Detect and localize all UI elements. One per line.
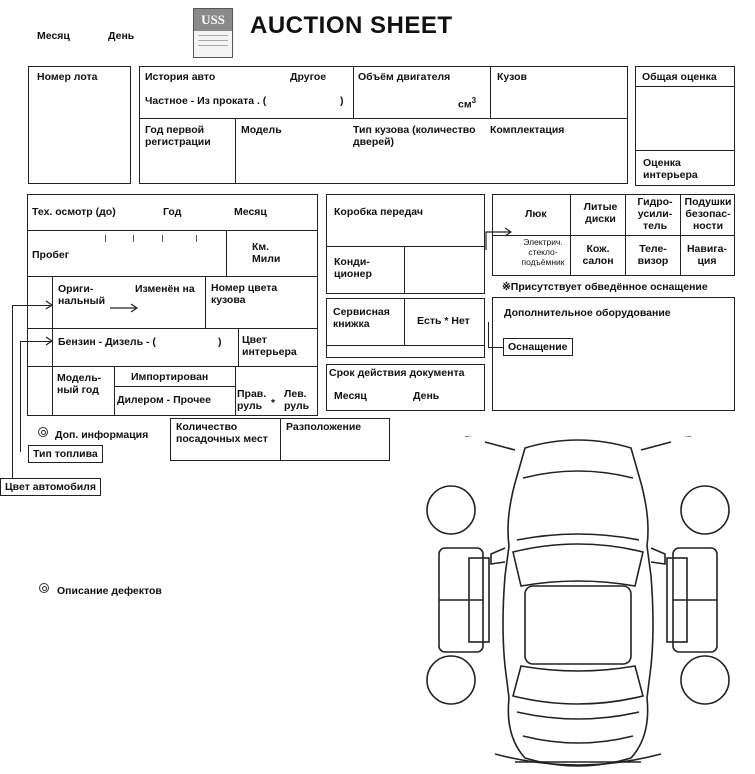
wheel-asterisk: * (271, 397, 276, 409)
additional-label: Дополнительное оборудование (504, 307, 671, 319)
car-history-label: История авто (145, 71, 216, 83)
trim-label: Комплектация (490, 124, 565, 136)
cm3-label: $см^3$ (458, 96, 477, 111)
page-title: AUCTION SHEET (250, 12, 453, 39)
power-steering-label: Гидро- усили- тель (637, 196, 673, 232)
seats-label: Количество посадочных мест (176, 421, 268, 445)
leather-label: Кож. салон (582, 243, 614, 267)
other-label: Другое (290, 71, 327, 83)
close-paren: ) (340, 95, 344, 107)
mileage-label: Пробег (32, 249, 70, 261)
model-label: Модель (241, 124, 282, 136)
car-color-label: Цвет автомобиля (0, 478, 101, 496)
inspection-label: Тех. осмотр (до) (32, 206, 116, 218)
uss-logo (193, 8, 233, 58)
inspection-month-label: Месяц (234, 206, 267, 218)
cm3-sup: 3 (471, 96, 477, 105)
gearbox-label: Коробка передач (334, 206, 423, 218)
engine-volume-label: Объём двигателя (358, 71, 451, 83)
changed-to-label: Изменён на (135, 283, 195, 295)
lot-number-label: Номер лота (37, 71, 98, 83)
inspection-year-label: Год (163, 206, 182, 218)
first-reg-year-label: Год первой регистрации (145, 124, 211, 148)
arrow-right-icon (484, 222, 512, 252)
extra-info-icon (38, 427, 48, 437)
service-book-label: Сервисная книжка (333, 306, 390, 330)
defects-icon (39, 583, 49, 593)
body-color-no-label: Номер цвета кузова (211, 282, 278, 306)
overall-rating-label: Общая оценка (642, 71, 717, 83)
yes-no-label[interactable]: Есть * Нет (417, 315, 470, 327)
alloy-label: Литые диски (583, 201, 618, 225)
km-miles-label: Км. Мили (252, 241, 281, 265)
by-dealer-label: Дилером - Прочее (117, 394, 211, 406)
doc-month-label: Месяц (334, 390, 367, 402)
combined-note: ※Присутствует обведённое оснащение (502, 281, 708, 293)
aircon-label: Конди- ционер (334, 256, 372, 280)
lot-number-box[interactable] (28, 66, 131, 184)
original-label: Ориги- нальный (58, 283, 106, 307)
car-diagram[interactable] (425, 436, 730, 771)
location-label: Разположение (286, 421, 362, 433)
header-day: День (108, 30, 135, 42)
private-rental-label: Частное - Из проката . ( (145, 95, 267, 107)
body-type-label: Тип кузова (количество дверей) (353, 124, 476, 148)
model-year-label: Модель- ный год (57, 372, 102, 396)
fuel-type-label: Тип топлива (28, 445, 103, 463)
right-wheel-label: Прав. руль (237, 388, 267, 412)
doc-validity-label: Срок действия документа (329, 367, 465, 379)
tv-label: Теле- визор (637, 243, 669, 267)
fuel-line-label: Бензин - Дизель - ( (58, 336, 156, 348)
left-wheel-label: Лев. руль (284, 388, 310, 412)
airbags-label: Подушки безопас- ности (684, 196, 732, 232)
interior-color-label: Цвет интерьера (242, 334, 297, 358)
defects-title: Описание дефектов (57, 585, 162, 597)
logo-text: USS (194, 9, 232, 31)
doc-day-label: День (413, 390, 440, 402)
extra-info-label: Доп. информация (55, 429, 149, 441)
header-month: Месяц (37, 30, 70, 42)
sunroof-label: Люк (525, 208, 547, 220)
interior-rating-label: Оценка интерьера (643, 157, 698, 181)
arrow-right-icon (44, 336, 54, 346)
power-windows-label: Электрич. стекло- подъёмник (521, 237, 565, 267)
navigation-label: Навига- ция (686, 243, 728, 267)
fuel-close-paren: ) (218, 336, 222, 348)
equipment-label: Оснащение (503, 338, 573, 356)
imported-label: Импортирован (131, 371, 209, 383)
arrow-right-icon (44, 300, 54, 310)
arrow-right-icon (110, 303, 140, 313)
body-label: Кузов (497, 71, 527, 83)
